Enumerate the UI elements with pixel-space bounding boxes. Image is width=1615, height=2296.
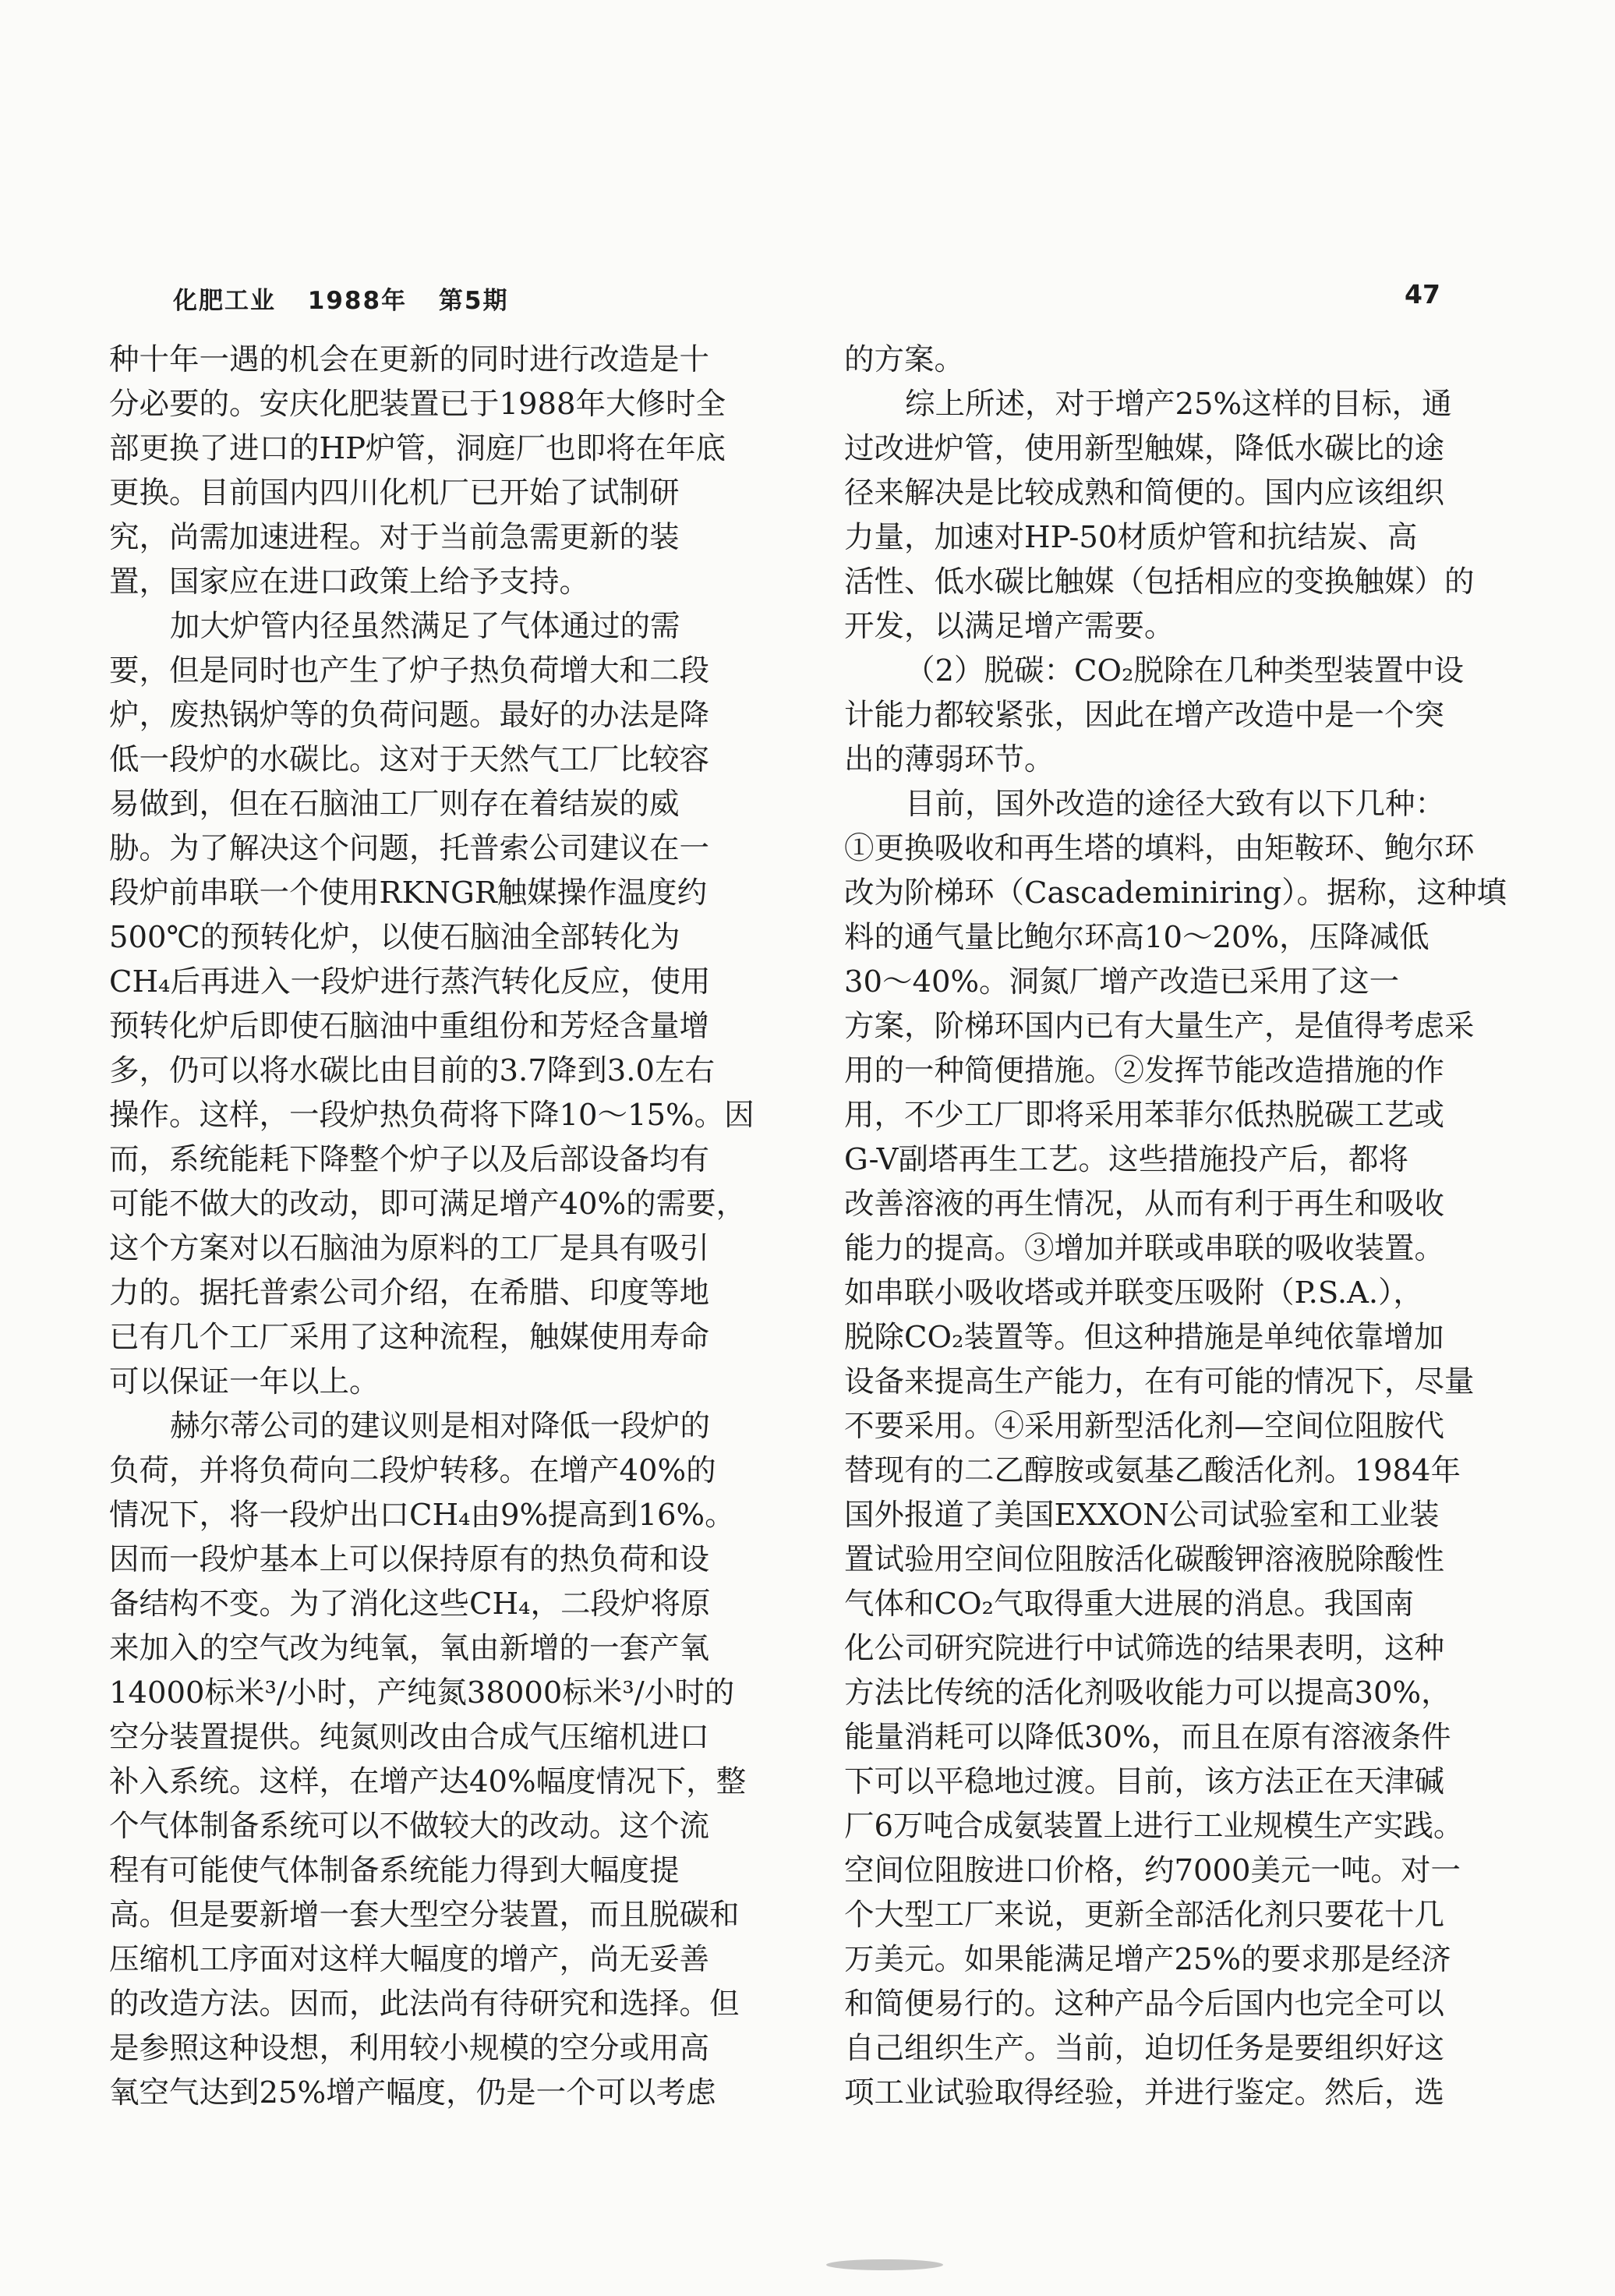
text-line: 改为阶梯环（Cascademiniring）。据称，这种填 [844,876,1507,911]
text-line: G-V副塔再生工艺。这些措施投产后，都将 [844,1142,1408,1177]
text-line: 负荷，并将负荷向二段炉转移。在增产40%的 [109,1453,716,1488]
text-line: ①更换吸收和再生塔的填料，由矩鞍环、鲍尔环 [844,831,1475,866]
text-line: 设备来提高生产能力，在有可能的情况下，尽量 [844,1364,1475,1399]
text-line: 置试验用空间位阻胺活化碳酸钾溶液脱除酸性 [844,1542,1445,1577]
text-line: 气体和CO₂气取得重大进展的消息。我国南 [844,1587,1414,1622]
text-line: 部更换了进口的HP炉管，洞庭厂也即将在年底 [109,431,726,466]
text-line: 因而一段炉基本上可以保持原有的热负荷和设 [109,1542,710,1577]
text-line: 30～40%。洞氮厂增产改造已采用了这一 [844,964,1400,999]
text-line: 这个方案对以石脑油为原料的工厂是具有吸引 [109,1231,710,1266]
text-line: 厂6万吨合成氨装置上进行工业规模生产实践。 [844,1809,1464,1844]
text-line: 而，系统能耗下降整个炉子以及后部设备均有 [109,1142,710,1177]
text-line: 开发，以满足增产需要。 [844,609,1175,644]
text-line: 活性、低水碳比触媒（包括相应的变换触媒）的 [844,564,1475,600]
journal-year: 1988年 [307,287,408,315]
text-line: 改善溶液的再生情况，从而有利于再生和吸收 [844,1187,1445,1222]
text-line: 项工业试验取得经验，并进行鉴定。然后，选 [844,2075,1445,2110]
text-line: 程有可能使气体制备系统能力得到大幅度提 [109,1853,680,1888]
paragraph-start-line: 加大炉管内径虽然满足了气体通过的需 [170,609,680,644]
text-line: 要，但是同时也产生了炉子热负荷增大和二段 [109,653,710,688]
right-column [844,338,1530,2115]
text-line: 方案，阶梯环国内已有大量生产，是值得考虑采 [844,1009,1475,1044]
text-line: 操作。这样，一段炉热负荷将下降10～15%。因 [109,1098,754,1133]
text-line: 国外报道了美国EXXON公司试验室和工业装 [844,1498,1440,1533]
left-column [109,338,795,2115]
text-line: 胁。为了解决这个问题，托普索公司建议在一 [109,831,710,866]
paragraph-start-line: 赫尔蒂公司的建议则是相对降低一段炉的 [170,1409,711,1444]
text-line: 补入系统。这样，在增产达40%幅度情况下，整 [109,1764,747,1799]
text-line: 出的薄弱环节。 [844,742,1055,777]
text-line: 备结构不变。为了消化这些CH₄，二段炉将原 [109,1587,711,1622]
text-line: 用的一种简便措施。②发挥节能改造措施的作 [844,1053,1445,1088]
text-line: 空间位阻胺进口价格，约7000美元一吨。对一 [844,1853,1461,1888]
text-line: 高。但是要新增一套大型空分装置，而且脱碳和 [109,1898,740,1933]
scan-smudge [826,2259,943,2270]
text-line: 更换。目前国内四川化机厂已开始了试制研 [109,476,680,511]
text-line: 化公司研究院进行中试筛选的结果表明，这种 [844,1631,1445,1666]
text-line: 个大型工厂来说，更新全部活化剂只要花十几 [844,1898,1445,1933]
text-line: 和简便易行的。这种产品今后国内也完全可以 [844,1986,1445,2022]
paragraph-start-line: 目前，国外改造的途径大致有以下几种： [905,787,1446,822]
text-line: 预转化炉后即使石脑油中重组份和芳烃含量增 [109,1009,710,1044]
text-line: 不要采用。④采用新型活化剂—空间位阻胺代 [844,1409,1445,1444]
text-line: 种十年一遇的机会在更新的同时进行改造是十 [109,342,710,377]
text-line: 的方案。 [844,342,965,377]
text-line: 压缩机工序面对这样大幅度的增产，尚无妥善 [109,1942,710,1977]
text-line: 空分装置提供。纯氮则改由合成气压缩机进口 [109,1720,710,1755]
journal-issue: 第5期 [438,287,509,315]
text-line: 段炉前串联一个使用RKNGR触媒操作温度约 [109,876,708,911]
text-line: 已有几个工厂采用了这种流程，触媒使用寿命 [109,1320,710,1355]
text-line: 能力的提高。③增加并联或串联的吸收装置。 [844,1231,1445,1266]
text-line: 氧空气达到25%增产幅度，仍是一个可以考虑 [109,2075,716,2110]
text-line: 用，不少工厂即将采用苯菲尔低热脱碳工艺或 [844,1098,1445,1133]
text-line: 易做到，但在石脑油工厂则存在着结炭的威 [109,787,680,822]
text-line: 分必要的。安庆化肥装置已于1988年大修时全 [109,387,726,422]
text-line: 力的。据托普索公司介绍，在希腊、印度等地 [109,1275,710,1311]
text-line: 14000标米³/小时，产纯氮38000标米³/小时的 [109,1675,735,1711]
paragraph-start-line: 综上所述，对于增产25%这样的目标，通 [905,387,1452,422]
paragraph-start-line: （2）脱碳：CO₂脱除在几种类型装置中设 [905,653,1464,688]
text-line: 下可以平稳地过渡。目前，该方法正在天津碱 [844,1764,1445,1799]
text-line: 过改进炉管，使用新型触媒，降低水碳比的途 [844,431,1445,466]
journal-name: 化肥工业 [173,287,276,315]
text-line: 低一段炉的水碳比。这对于天然气工厂比较容 [109,742,710,777]
text-line: CH₄后再进入一段炉进行蒸汽转化反应，使用 [109,964,711,999]
text-line: 来加入的空气改为纯氧，氧由新增的一套产氧 [109,1631,710,1666]
text-line: 是参照这种设想，利用较小规模的空分或用高 [109,2031,710,2066]
text-line: 万美元。如果能满足增产25%的要求那是经济 [844,1942,1451,1977]
text-line: 可以保证一年以上。 [109,1364,380,1399]
running-header [173,281,530,316]
text-line: 多，仍可以将水碳比由目前的3.7降到3.0左右 [109,1053,715,1088]
text-line: 力量，加速对HP-50材质炉管和抗结炭、高 [844,520,1418,555]
text-line: 替现有的二乙醇胺或氨基乙酸活化剂。1984年 [844,1453,1461,1488]
text-line: 情况下，将一段炉出口CH₄由9%提高到16%。 [109,1498,735,1533]
text-line: 的改造方法。因而，此法尚有待研究和选择。但 [109,1986,740,2022]
text-line: 能量消耗可以降低30%，而且在原有溶液条件 [844,1720,1451,1755]
page-number: 47 [1405,279,1440,310]
text-line: 方法比传统的活化剂吸收能力可以提高30%， [844,1675,1451,1711]
text-line: 脱除CO₂装置等。但这种措施是单纯依靠增加 [844,1320,1444,1355]
text-line: 自己组织生产。当前，迫切任务是要组织好这 [844,2031,1445,2066]
text-line: 炉，废热锅炉等的负荷问题。最好的办法是降 [109,698,710,733]
text-line: 径来解决是比较成熟和简便的。国内应该组织 [844,476,1445,511]
text-line: 可能不做大的改动，即可满足增产40%的需要， [109,1187,747,1222]
text-line: 如串联小吸收塔或并联变压吸附（P.S.A.）， [844,1275,1423,1311]
text-line: 个气体制备系统可以不做较大的改动。这个流 [109,1809,710,1844]
text-line: 究，尚需加速进程。对于当前急需更新的装 [109,520,680,555]
text-line: 计能力都较紧张，因此在增产改造中是一个突 [844,698,1445,733]
text-line: 料的通气量比鲍尔环高10～20%，压降减低 [844,920,1429,955]
text-line: 置，国家应在进口政策上给予支持。 [109,564,590,600]
text-line: 500℃的预转化炉，以使石脑油全部转化为 [109,920,680,955]
